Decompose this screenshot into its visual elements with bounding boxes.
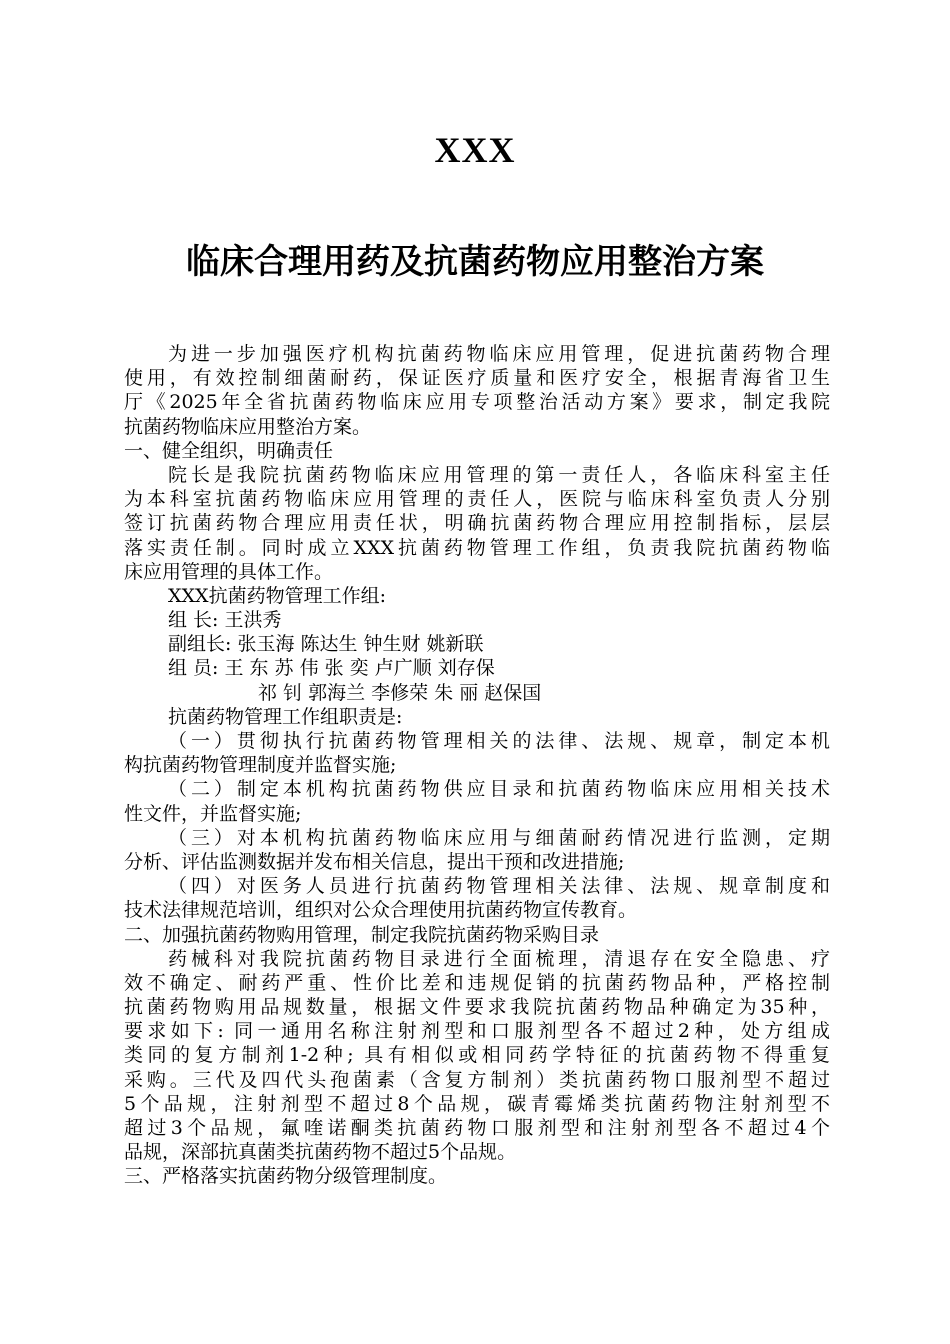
paragraph-line: 5个品规，注射剂型不超过8个品规，碳青霉烯类抗菌药物注射剂型不 [124,1092,830,1115]
duty-item: （三）对本机构抗菌药物临床应用与细菌耐药情况进行监测，定期 [168,826,830,849]
duty-item: 技术法律规范培训，组织对公众合理使用抗菌药物宣传教育。 [124,899,638,922]
paragraph-line: 抗菌药物临床应用整治方案。 [124,415,372,438]
paragraph-line: 厅《2025年全省抗菌药物临床应用专项整治活动方案》要求，制定我院 [124,391,830,414]
paragraph-line: 采购。三代及四代头孢菌素（含复方制剂）类抗菌药物口服剂型不超过 [124,1068,830,1091]
paragraph-line: 落实责任制。同时成立XXX抗菌药物管理工作组，负责我院抗菌药物临 [124,536,830,559]
paragraph-line: 使用，有效控制细菌耐药，保证医疗质量和医疗安全，根据青海省卫生 [124,367,830,390]
paragraph-line: 药械科对我院抗菌药物目录进行全面梳理，清退存在安全隐患、疗 [168,947,830,970]
duty-item: 分析、评估监测数据并发布相关信息，提出干预和改进措施; [124,850,625,873]
section-heading: 三、严格落实抗菌药物分级管理制度。 [124,1165,448,1188]
paragraph-line: 要求如下: 同一通用名称注射剂型和口服剂型各不超过2种，处方组成 [124,1020,830,1043]
paragraph-line: 类同的复方制剂1-2种; 具有相似或相同药学特征的抗菌药物不得重复 [124,1044,830,1067]
duty-item: （二）制定本机构抗菌药物供应目录和抗菌药物临床应用相关技术 [168,778,830,801]
duty-item: （一）贯彻执行抗菌药物管理相关的法律、法规、规章，制定本机 [168,730,830,752]
document-body [124,342,830,1189]
duties-heading: 抗菌药物管理工作组职责是: [168,705,403,728]
paragraph-line: 品规，深部抗真菌类抗菌药物不超过5个品规。 [124,1141,517,1164]
duty-item: 性文件，并监督实施; [124,802,302,825]
section-heading: 一、健全组织，明确责任 [124,439,334,462]
paragraph-line: 效不确定、耐药严重、性价比差和违规促销的抗菌药物品种，严格控制 [124,971,830,994]
group-leader: 组 长: 王洪秀 [168,609,282,632]
group-deputy-leaders: 副组长: 张玉海 陈达生 钟生财 姚新联 [168,633,484,656]
org-title: XXX [434,130,516,170]
group-members-continued: 祁 钊 郭海兰 李修荣 朱 丽 赵保国 [258,681,542,704]
paragraph-line: 床应用管理的具体工作。 [124,560,334,583]
group-members: 组 员: 王 东 苏 伟 张 奕 卢广顺 刘存保 [168,657,495,680]
paragraph-line: 为本科室抗菌药物临床应用管理的责任人，医院与临床科室负责人分别 [124,488,830,511]
duty-item: （四）对医务人员进行抗菌药物管理相关法律、法规、规章制度和 [168,875,830,898]
paragraph-line: 签订抗菌药物合理应用责任状，明确抗菌药物合理应用控制指标，层层 [124,512,830,535]
group-heading: XXX抗菌药物管理工作组: [168,584,386,607]
document-title: 临床合理用药及抗菌药物应用整治方案 [186,242,764,282]
paragraph-line: 为进一步加强医疗机构抗菌药物临床应用管理，促进抗菌药物合理 [168,343,830,365]
paragraph-line: 院长是我院抗菌药物临床应用管理的第一责任人，各临床科室主任 [168,463,830,486]
duty-item: 构抗菌药物管理制度并监督实施; [124,754,397,777]
paragraph-line: 超过3个品规，氟喹诺酮类抗菌药物口服剂型和注射剂型各不超过4个 [124,1117,830,1139]
section-heading: 二、加强抗菌药物购用管理，制定我院抗菌药物采购目录 [124,923,600,946]
paragraph-line: 抗菌药物购用品规数量，根据文件要求我院抗菌药物品种确定为35种， [124,996,830,1019]
